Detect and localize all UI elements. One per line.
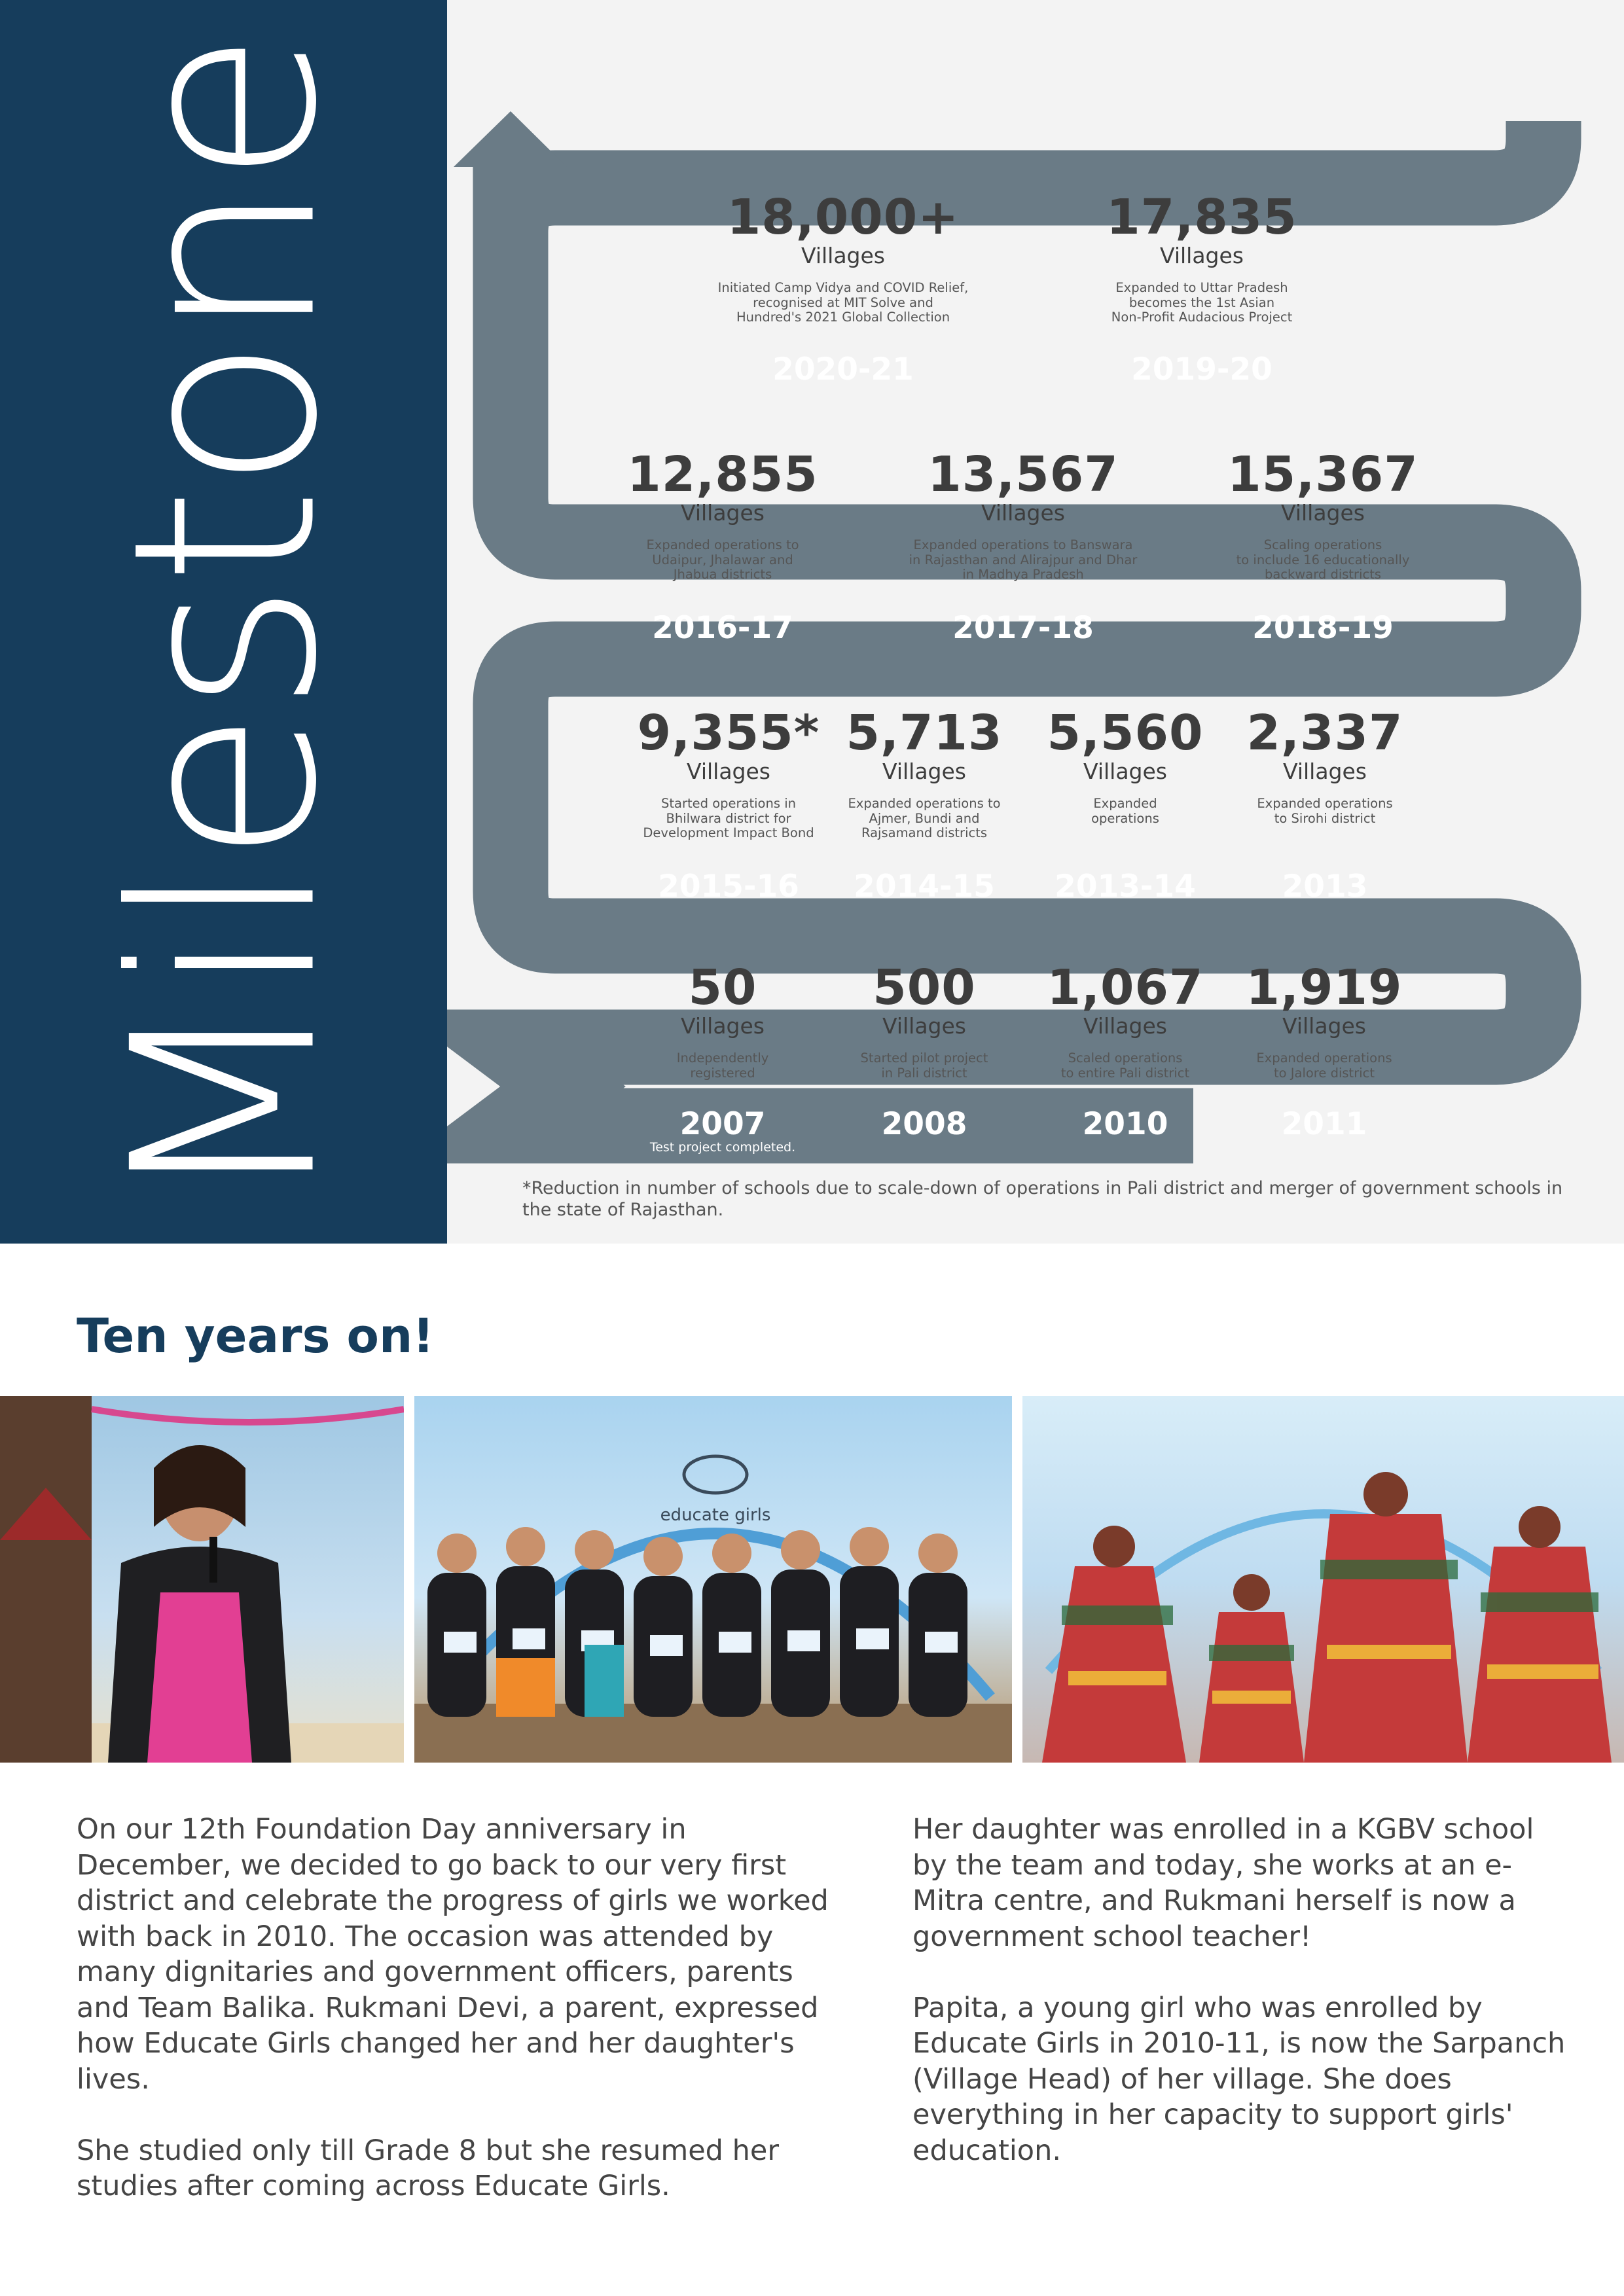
milestone-unit: Villages (1280, 500, 1365, 526)
milestone-year: 2010 (1082, 1106, 1168, 1142)
milestone-description-line: Scaled operations (1068, 1050, 1183, 1066)
milestone-description-line: Udaipur, Jhalawar and (652, 552, 793, 567)
milestone-unit: Villages (882, 1013, 967, 1039)
dance-photo-icon (1022, 1396, 1624, 1763)
milestone-value: 18,000+ (727, 189, 960, 245)
milestone-year: 2019-20 (1131, 351, 1272, 387)
milestone-unit: Villages (981, 500, 1066, 526)
milestone-description-line: Scaling operations (1263, 537, 1382, 553)
milestone-description-line: operations (1091, 810, 1159, 826)
milestone-description-line: Bhilwara district for (666, 810, 791, 826)
body-column-right (912, 1812, 1567, 2168)
milestone-description-line: Expanded operations to (646, 537, 799, 553)
milestone-value: 500 (873, 960, 976, 1016)
milestone-description (592, 538, 854, 582)
milestone-year: 2011 (1281, 1106, 1367, 1142)
milestone-unit: Villages (1083, 759, 1168, 784)
milestone-description-line: registered (690, 1065, 755, 1081)
speaker-photo (0, 1396, 404, 1763)
milestone-description-line: Non-Profit Audacious Project (1111, 310, 1293, 325)
milestone-2 (592, 446, 854, 583)
milestone-year: 2020-21 (772, 351, 914, 387)
milestone-year: 2007 (679, 1106, 766, 1142)
sidebar-banner (0, 0, 447, 1244)
milestone-description-line: to Jalore district (1273, 1065, 1375, 1081)
milestone-value: 9,355* (637, 705, 820, 761)
milestone-unit: Villages (1282, 759, 1367, 784)
milestone-unit: Villages (1083, 1013, 1168, 1039)
group-photo (414, 1396, 1012, 1763)
milestone-year: 2016-17 (652, 610, 793, 646)
milestone-description-line: Started operations in (661, 796, 796, 812)
milestone-3 (892, 446, 1154, 583)
milestone-unit: Villages (1159, 243, 1244, 268)
milestone-year: 2018-19 (1252, 610, 1394, 646)
milestone-description-line: Expanded (1093, 796, 1157, 812)
milestone-unit: Villages (680, 1013, 765, 1039)
milestone-description-line: backward districts (1264, 567, 1382, 583)
milestone-value: 5,560 (1047, 705, 1204, 761)
milestone-year: 2013 (1282, 869, 1368, 905)
milestone-description-line: Expanded operations (1256, 1050, 1392, 1066)
milestone-description-line: to entire Pali district (1060, 1065, 1190, 1081)
milestone-year: 2014-15 (854, 869, 995, 905)
milestone-unit: Villages (882, 759, 967, 784)
milestone-unit: Villages (1282, 1013, 1367, 1039)
paragraph: Papita, a young girl who was enrolled by Educate Girls in 2010-11, is now the Sarpanch (Village Head) of her village. She does everything in her capacity to support girls' education. (912, 1991, 1566, 2167)
milestone-description-line: to include 16 educationally (1236, 552, 1410, 567)
milestone-1 (1071, 189, 1333, 325)
milestone-description-line: Expanded operations (1257, 796, 1393, 812)
milestone-value: 15,367 (1227, 446, 1418, 503)
milestone-description-line: Started pilot project (860, 1050, 988, 1066)
milestone-subnote: Test project completed. (649, 1140, 796, 1155)
milestone-description-line: in Madhya Pradesh (962, 567, 1084, 583)
milestone-description-line: in Pali district (881, 1065, 967, 1081)
milestone-year: 2013-14 (1055, 869, 1196, 905)
body-column-left (77, 1812, 849, 2204)
milestone-value: 1,919 (1246, 960, 1403, 1016)
speaker-photo-icon (0, 1396, 404, 1763)
milestone-timeline (447, 0, 1624, 1244)
milestone-8 (1194, 705, 1456, 826)
section-heading: Ten years on! (77, 1308, 435, 1363)
milestone-value: 50 (688, 960, 757, 1016)
milestone-12 (1193, 960, 1455, 1081)
milestone-value: 17,835 (1106, 189, 1297, 245)
milestone-year: 2008 (881, 1106, 967, 1142)
milestone-description-line: Expanded to Uttar Pradesh (1115, 280, 1288, 296)
milestone-description (1194, 797, 1456, 826)
banner-text: educate girls (660, 1505, 771, 1525)
milestone-description-line: Development Impact Bond (643, 825, 814, 841)
milestone-description (1193, 1051, 1455, 1081)
group-photo-icon (414, 1396, 1012, 1763)
milestone-description-line: recognised at MIT Solve and (753, 295, 933, 310)
milestone-0 (712, 189, 974, 325)
milestone-unit: Villages (801, 243, 886, 268)
milestone-description (712, 281, 974, 325)
milestone-year: 2015-16 (658, 869, 799, 905)
milestone-year: 2017-18 (952, 610, 1094, 646)
milestone-value: 5,713 (846, 705, 1003, 761)
milestone-unit: Villages (680, 500, 765, 526)
sidebar-title: Milestone (79, 33, 372, 1210)
paragraph: She studied only till Grade 8 but she resumed her studies after coming across Educate Girls. (77, 2134, 780, 2202)
milestone-description (1192, 538, 1454, 582)
milestone-description-line: Initiated Camp Vidya and COVID Relief, (717, 280, 969, 296)
milestone-description-line: Hundred's 2021 Global Collection (736, 310, 950, 325)
milestone-description-line: Rajsamand districts (861, 825, 988, 841)
milestone-description-line: Jhabua districts (673, 567, 772, 583)
milestone-description-line: Expanded operations to Banswara (913, 537, 1133, 553)
milestone-value: 1,067 (1047, 960, 1204, 1016)
milestone-description-line: Expanded operations to (848, 796, 1001, 812)
milestone-value: 12,855 (627, 446, 818, 503)
milestone-description (1071, 281, 1333, 325)
milestone-value: 2,337 (1246, 705, 1403, 761)
milestone-description (892, 538, 1154, 582)
milestone-unit: Villages (686, 759, 771, 784)
milestone-description-line: to Sirohi district (1274, 810, 1376, 826)
milestone-description-line: Ajmer, Bundi and (869, 810, 980, 826)
milestone-description-line: in Rajasthan and Alirajpur and Dhar (909, 552, 1138, 567)
milestone-value: 13,567 (928, 446, 1119, 503)
arrow-head-icon (454, 111, 567, 167)
dance-photo (1022, 1396, 1624, 1763)
milestone-4 (1192, 446, 1454, 583)
paragraph: Her daughter was enrolled in a KGBV school by the team and today, she works at an e-Mitra centre, and Rukmani herself is now a government school teacher! (912, 1813, 1534, 1953)
footnote: *Reduction in number of schools due to scale-down of operations in Pali district and merger of government schools in the state of Rajasthan. (522, 1178, 1563, 1220)
milestone-description-line: Independently (676, 1050, 769, 1066)
milestone-description-line: becomes the 1st Asian (1128, 295, 1275, 310)
paragraph: On our 12th Foundation Day anniversary in December, we decided to go back to our very first district and celebrate the progress of girls we worked with back in 2010. The occasion was attended by many dignitaries and government officers, parents and Team Balika. Rukmani Devi, a parent, expressed how Educate Girls changed her and her daughter's lives. (77, 1813, 829, 2096)
